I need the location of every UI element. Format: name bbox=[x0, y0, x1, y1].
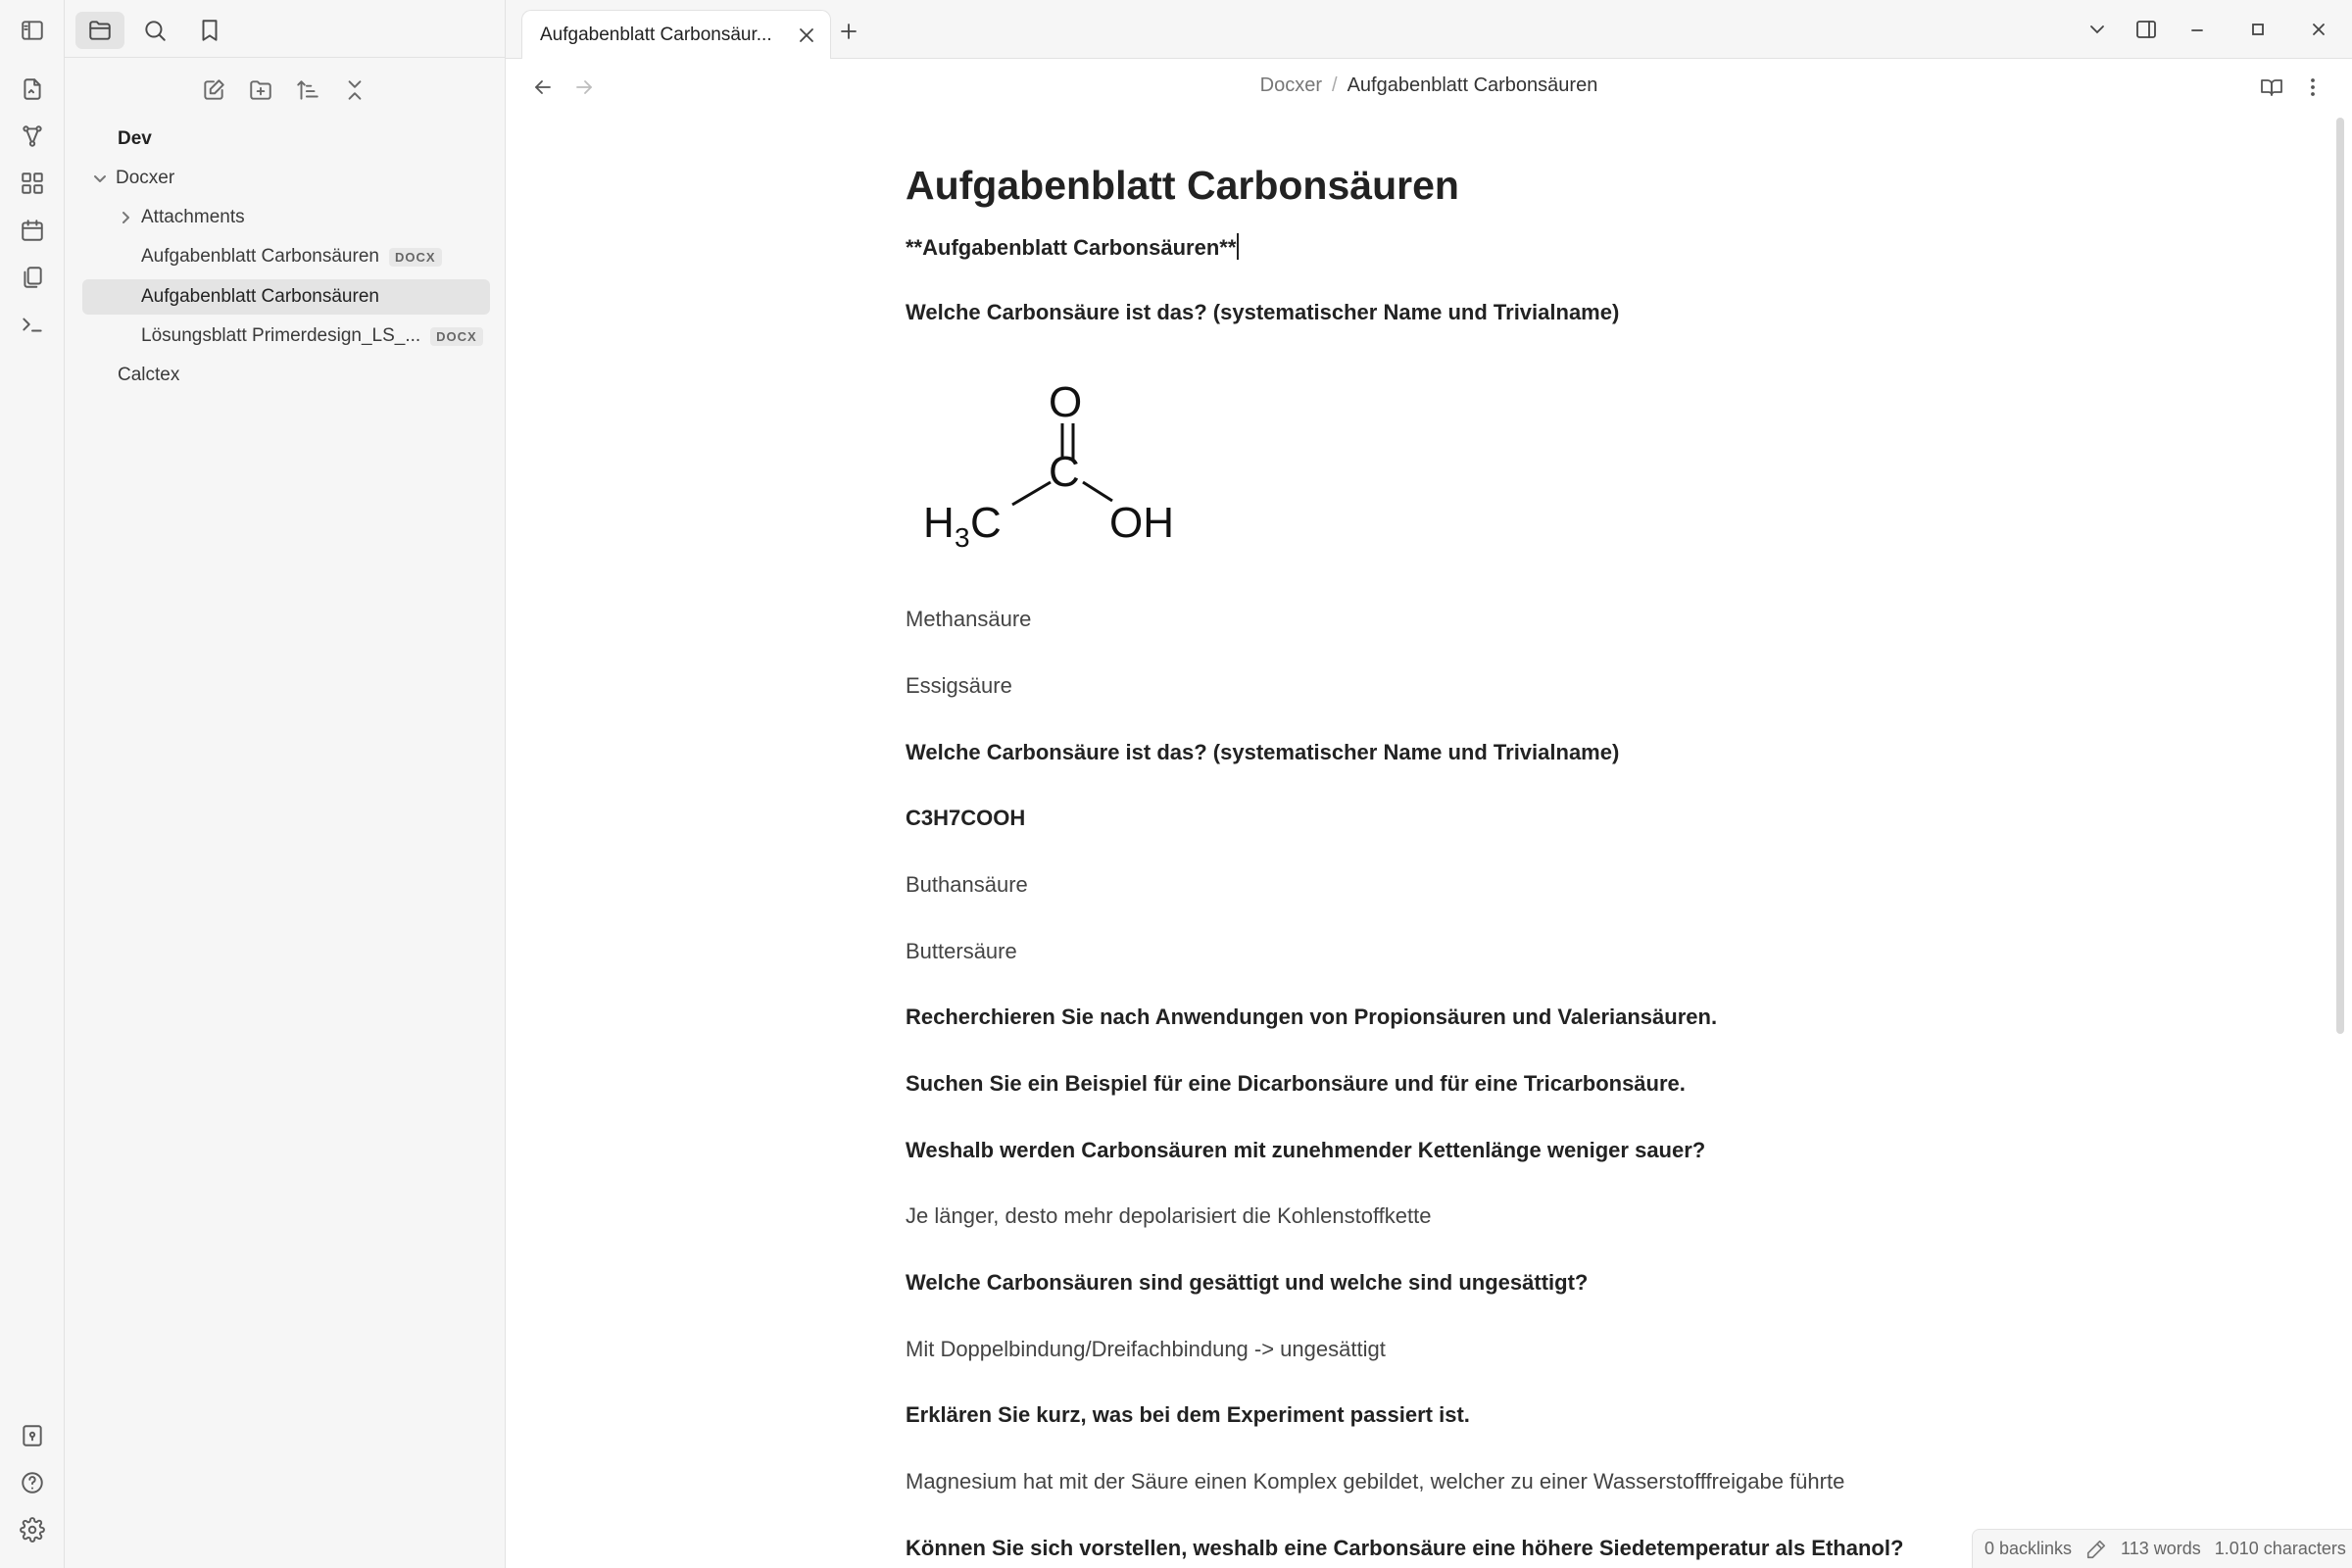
editor-line[interactable]: Mit Doppelbindung/Dreifachbindung -> ungesättigt bbox=[906, 1337, 1386, 1361]
editor-line[interactable]: C3H7COOH bbox=[906, 806, 1026, 830]
reading-view-book-icon[interactable] bbox=[2256, 72, 2287, 103]
editor-line[interactable]: Welche Carbonsäure ist das? (systematischer Name und Trivialname) bbox=[906, 300, 1620, 324]
word-count: 113 words bbox=[2121, 1539, 2201, 1558]
tree-file-label: Aufgabenblatt Carbonsäuren bbox=[141, 246, 379, 267]
edit-mode-pencil-icon[interactable] bbox=[2085, 1539, 2107, 1560]
tree-folder-dev[interactable] bbox=[118, 122, 490, 157]
minimize-window-icon[interactable] bbox=[2178, 14, 2217, 45]
breadcrumb bbox=[506, 74, 2352, 97]
first-line-text: **Aufgabenblatt Carbonsäuren** bbox=[906, 235, 1237, 260]
tree-file-loesungsblatt-docx[interactable] bbox=[141, 318, 490, 354]
new-tab-plus-icon[interactable] bbox=[829, 18, 868, 45]
tree-file-label: Lösungsblatt Primerdesign_LS_... bbox=[141, 325, 421, 346]
editor-line[interactable]: Welche Carbonsäuren sind gesättigt und welche sind ungesättigt? bbox=[906, 1270, 1589, 1295]
canvas-icon[interactable] bbox=[14, 165, 51, 202]
close-tab-icon[interactable] bbox=[795, 24, 818, 47]
tab-list-chevron-down-icon[interactable] bbox=[2078, 14, 2117, 45]
hydroxyl-group-label: OH bbox=[1109, 499, 1174, 547]
page-title[interactable]: Aufgabenblatt Carbonsäuren bbox=[906, 163, 1459, 208]
templates-icon[interactable] bbox=[14, 259, 51, 296]
chevron-down-icon bbox=[90, 169, 110, 188]
file-type-badge: DOCX bbox=[389, 248, 442, 267]
editor-line-current[interactable] bbox=[906, 233, 1239, 261]
tab-aufgabenblatt[interactable] bbox=[521, 10, 831, 59]
editor-line[interactable]: Buthansäure bbox=[906, 872, 1028, 897]
editor-line[interactable]: Essigsäure bbox=[906, 673, 1012, 698]
editor-line[interactable]: Suchen Sie ein Beispiel für eine Dicarbonsäure und für eine Tricarbonsäure. bbox=[906, 1071, 1686, 1096]
character-count: 1.010 characters bbox=[2214, 1539, 2346, 1558]
tree-folder-calctex[interactable] bbox=[118, 358, 490, 393]
ribbon bbox=[0, 0, 65, 1568]
tree-folder-label: Attachments bbox=[141, 207, 245, 227]
toggle-sidebar-icon[interactable] bbox=[14, 12, 51, 49]
editor-line[interactable]: Buttersäure bbox=[906, 939, 1017, 963]
status-bar bbox=[1972, 1529, 2352, 1568]
editor-line[interactable]: Je länger, desto mehr depolarisiert die Kohlenstoffkette bbox=[906, 1203, 1432, 1228]
file-explorer-sidebar bbox=[65, 0, 506, 1568]
tree-folder-docxer[interactable] bbox=[90, 161, 490, 196]
quick-switcher-icon[interactable] bbox=[14, 71, 51, 108]
editor-line[interactable]: Weshalb werden Carbonsäuren mit zunehmender Kettenlänge weniger sauer? bbox=[906, 1138, 1706, 1162]
search-tab-icon[interactable] bbox=[130, 12, 179, 49]
new-folder-icon[interactable] bbox=[241, 73, 280, 108]
tab-title: Aufgabenblatt Carbonsäur... bbox=[540, 24, 772, 45]
view-header bbox=[506, 60, 2352, 113]
new-note-icon[interactable] bbox=[194, 73, 233, 108]
files-tab-folder-icon[interactable] bbox=[75, 12, 124, 49]
editor-line[interactable]: Können Sie sich vorstellen, weshalb eine Carbonsäure eine höhere Siedetemperatur als Ethanol? bbox=[906, 1536, 1904, 1560]
bookmarks-tab-icon[interactable] bbox=[185, 12, 234, 49]
text-cursor bbox=[1237, 233, 1239, 260]
tree-file-label: Aufgabenblatt Carbonsäuren bbox=[141, 286, 379, 307]
collapse-all-icon[interactable] bbox=[335, 73, 374, 108]
carbon-atom-label: C bbox=[1049, 448, 1080, 496]
oxygen-atom-label: O bbox=[1049, 378, 1083, 426]
editor-line[interactable]: Methansäure bbox=[906, 607, 1032, 631]
vault-switcher-icon[interactable] bbox=[14, 1417, 51, 1454]
breadcrumb-separator: / bbox=[1332, 74, 1338, 96]
file-type-badge: DOCX bbox=[430, 327, 483, 346]
close-window-icon[interactable] bbox=[2299, 14, 2338, 45]
editor-line[interactable]: Recherchieren Sie nach Anwendungen von Propionsäuren und Valeriansäuren. bbox=[906, 1004, 1718, 1029]
tree-file-aufgabenblatt-md[interactable] bbox=[82, 279, 490, 315]
terminal-icon[interactable] bbox=[14, 306, 51, 343]
methyl-carbon-label: C bbox=[970, 499, 1002, 547]
chevron-right-icon bbox=[116, 208, 135, 227]
sidebar-divider bbox=[65, 57, 506, 58]
breadcrumb-current[interactable]: Aufgabenblatt Carbonsäuren bbox=[1347, 74, 1598, 96]
editor-line[interactable]: Erklären Sie kurz, was bei dem Experiment passiert ist. bbox=[906, 1402, 1470, 1427]
tree-folder-label: Dev bbox=[118, 128, 152, 149]
editor-line[interactable]: Magnesium hat mit der Säure einen Komplex gebildet, welcher zu einer Wasserstofffreigabe führte bbox=[906, 1469, 1845, 1494]
help-icon[interactable] bbox=[14, 1464, 51, 1501]
maximize-window-icon[interactable] bbox=[2238, 14, 2278, 45]
settings-gear-icon[interactable] bbox=[14, 1511, 51, 1548]
calendar-icon[interactable] bbox=[14, 212, 51, 249]
hydrogen-atom-label: H bbox=[923, 499, 955, 547]
backlinks-count[interactable]: 0 backlinks bbox=[1984, 1539, 2073, 1558]
tree-folder-label: Calctex bbox=[118, 365, 180, 385]
graph-view-icon[interactable] bbox=[14, 118, 51, 155]
tree-folder-attachments[interactable] bbox=[116, 200, 490, 235]
sort-order-icon[interactable] bbox=[288, 73, 327, 108]
tree-folder-label: Docxer bbox=[116, 168, 175, 188]
subscript-three: 3 bbox=[955, 522, 970, 553]
tree-file-aufgabenblatt-docx[interactable] bbox=[141, 239, 490, 274]
tab-bar bbox=[506, 0, 2352, 59]
acetic-acid-structure-image bbox=[906, 363, 1219, 559]
breadcrumb-parent[interactable]: Docxer bbox=[1259, 74, 1323, 96]
vertical-scrollbar[interactable] bbox=[2336, 118, 2344, 1034]
more-options-icon[interactable] bbox=[2297, 72, 2328, 103]
editor-line[interactable]: Welche Carbonsäure ist das? (systematischer Name und Trivialname) bbox=[906, 740, 1620, 764]
toggle-right-sidebar-icon[interactable] bbox=[2127, 14, 2166, 45]
